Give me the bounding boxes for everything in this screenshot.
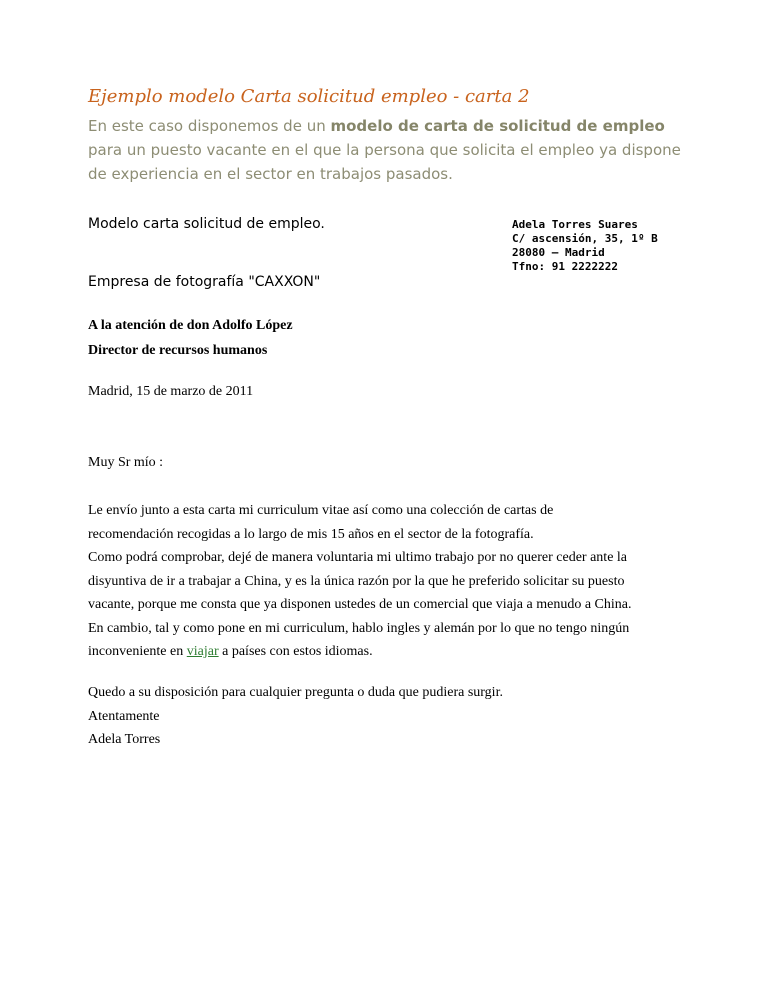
attention-recipient: A la atención de don Adolfo López xyxy=(88,318,293,333)
letter-body xyxy=(88,499,688,664)
body-line: Como podrá comprobar, dejé de manera voluntaria mi ultimo trabajo por no querer ceder ante la xyxy=(88,550,628,565)
closing-text: Quedo a su disposición para cualquier pregunta o duda que pudiera surgir. xyxy=(88,685,503,700)
intro-text-start: En este caso disponemos de un xyxy=(88,117,331,135)
closing-salutation: Atentamente xyxy=(88,708,160,724)
body-line: Le envío junto a esta carta mi curriculum vitae así como una colección de cartas de xyxy=(88,503,554,518)
body-line-with-link xyxy=(88,640,688,664)
body-text-segment: a países con estos idiomas. xyxy=(218,644,373,659)
body-line: disyuntiva de ir a trabajar a China, y es la única razón por la que he preferido solicitar su puesto xyxy=(88,573,625,589)
intro-bold-text: modelo de carta de solicitud de empleo xyxy=(330,117,665,135)
attention-block xyxy=(88,313,293,363)
sender-street: C/ ascensión, 35, 1º B xyxy=(512,232,658,245)
letter-date: Madrid, 15 de marzo de 2011 xyxy=(88,384,254,399)
letter-closing xyxy=(88,681,503,752)
sender-name: Adela Torres Suares xyxy=(512,218,638,231)
letter-greeting: Muy Sr mío : xyxy=(88,455,164,470)
intro-text-end: para un puesto vacante en el que la persona que solicita el empleo ya dispone de experiencia en el sector en trabajos pasados. xyxy=(88,141,681,183)
signature: Adela Torres xyxy=(88,732,161,747)
page-title: Ejemplo modelo Carta solicitud empleo - carta 2 xyxy=(88,86,530,107)
letter-model-heading: Modelo carta solicitud de empleo. xyxy=(88,216,325,232)
body-line: recomendación recogidas a lo largo de mis 15 años en el sector de la fotografía. xyxy=(88,526,534,542)
attention-position: Director de recursos humanos xyxy=(88,343,268,358)
sender-address xyxy=(512,218,658,274)
viajar-link[interactable]: viajar xyxy=(186,644,219,659)
intro-paragraph xyxy=(88,114,688,186)
body-text-segment: inconveniente en xyxy=(88,644,187,659)
body-line: vacante, porque me consta que ya disponen ustedes de un comercial que viaja a menudo a China. xyxy=(88,597,632,612)
body-line: En cambio, tal y como pone en mi curriculum, hablo ingles y alemán por lo que no tengo ningún xyxy=(88,620,630,636)
recipient-company: Empresa de fotografía "CAXXON" xyxy=(88,274,321,290)
sender-phone: Tfno: 91 2222222 xyxy=(512,260,618,273)
sender-city: 28080 – Madrid xyxy=(512,246,605,259)
